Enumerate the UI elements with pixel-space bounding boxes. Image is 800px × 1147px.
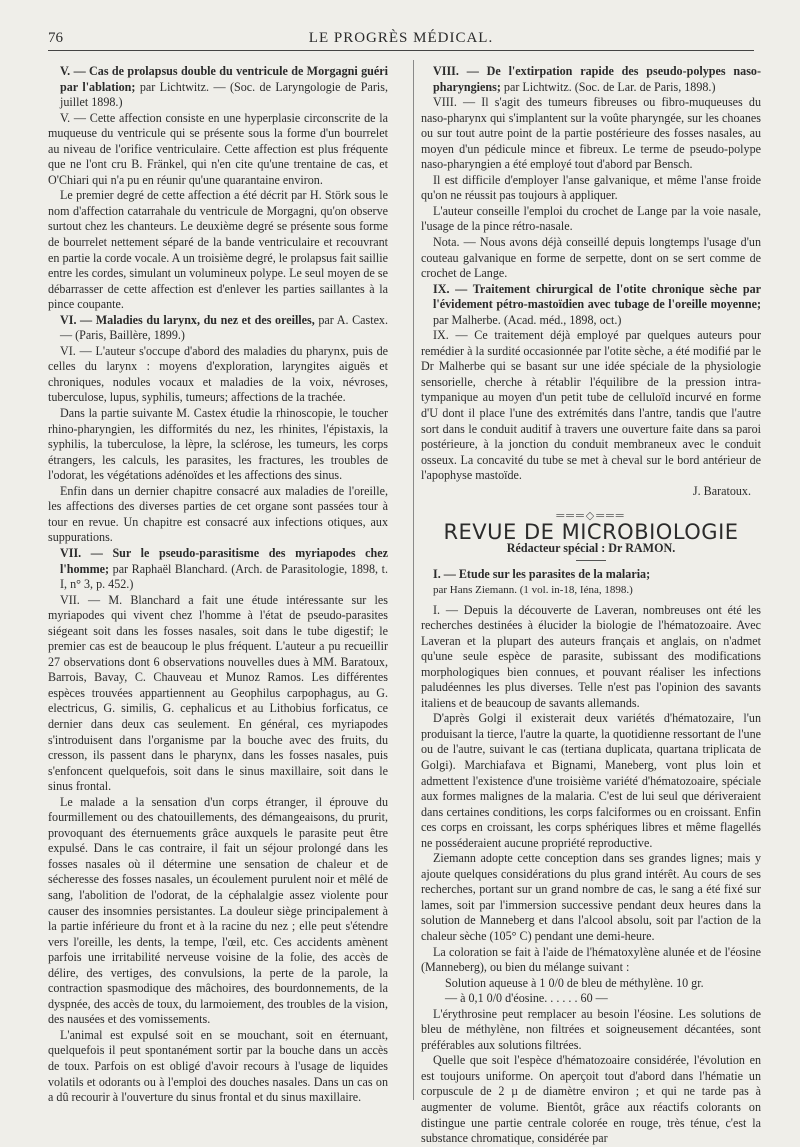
paragraph: VIII. — Il s'agit des tumeurs fibreuses ou fibro-muqueuses du naso-pharynx qui s'implantent sur la voûte pharyngée, sur les choanes ou sur tout autre point de la partie postérieure des fosses nasales, au moyen d'un pédicule mince et fibreux. Le terme de pseudo-polype naso-pharyngien a été employé tout d'abord par Bensch. <box>421 95 761 172</box>
paragraph: L'érythrosine peut remplacer au besoin l'éosine. Les solutions de bleu de méthylène, non filtrées et soigneusement décantées, sont préférables aux solutions filtrées. <box>421 1006 761 1052</box>
revue-heading: REVUE DE MICROBIOLOGIE <box>443 520 739 545</box>
paragraph: V. — Cette affection consiste en une hyperplasie circonscrite de la muqueuse du ventricule qui se présente sous la forme d'un bourrelet au niveau de l'orifice ventriculaire. Cette affection est plus fréquente que ne l'ont cru B. Fränkel, qui n'en cite qu'une trentaine de cas, et O'Chiari qui n'a pu en réunir qu'une quarantaine environ. <box>48 110 388 187</box>
right-column <box>421 64 761 1147</box>
small-rule <box>576 560 606 561</box>
paragraph: Nota. — Nous avons déjà conseillé depuis longtemps l'usage d'un couteau galvanique en forme de serpette, dont on se sert comme de crochet de Lange. <box>421 235 761 281</box>
paragraph: Le premier degré de cette affection a été décrit par H. Störk sous le nom d'affection catarrahale du ventricule de Morgagni, qu'on observe surtout chez les chanteurs. Le deuxième degré se présente sous forme de bourrelet nettement séparé de la bande ventriculaire et recouvrant en partie la corde vocale. A un troisième degré, le prolapsus fait saillie entre les cordes, simulant un volumineux polype. Le seul moyen de se débarrasser de cette affection est d'enlever les parties saillantes à la pince coupante. <box>48 188 388 312</box>
paragraph: I. — Depuis la découverte de Laveran, nombreuses ont été les recherches destinées à élucider la biologie de l'hématozoaire. Avec Laveran et la plupart des auteurs français et anglais, on n'admet qu'une seule espèce de parasite, subissant des modifications morphologiques bien connues, et pouvant réaliser les infections paludéennes les plus diverses. Telle n'est pas l'opinion des savants italiens et de beaucoup de savants allemands. <box>421 602 761 710</box>
formula-line: — à 0,1 0/0 d'éosine. . . . . . 60 — <box>445 991 608 1006</box>
paragraph: Il est difficile d'employer l'anse galvanique, et même l'anse froide qu'on ne réussit pas toujours à appliquer. <box>421 172 761 203</box>
paragraph: Dans la partie suivante M. Castex étudie la rhinoscopie, le toucher rhino-pharyngien, les difformités du nez, les rhinites, l'épistaxis, la syphilis, la tuberculose, la lèpre, la sclérose, les tumeurs, les corps étrangers, les calculs, les parasites, les fractures, les troubles de l'odorat, les végétations adénoïdes et les affections des sinus. <box>48 406 388 483</box>
paragraph: Enfin dans un dernier chapitre consacré aux maladies de l'oreille, les affections des diverses parties de cet organe sont passées tour à tour en revue. Un chapitre est consacré aux infections otiques, aux suppurations. <box>48 483 388 545</box>
paragraph: Ziemann adopte cette conception dans ses grandes lignes; mais y ajoute quelques considérations du plus grand intérêt. Au cours de ses recherches, portant sur un grand nombre de cas, le sang a été fixé sur lames, soit par l'immersion successive pendant deux heures dans la solution de Manneberg et dans l'alcool absolu, soit par l'action de la chaleur sèche (105° C) pendant une demi-heure. <box>421 851 761 943</box>
section-reference: par Hans Ziemann. (1 vol. in-18, Iéna, 1898.) <box>433 583 633 596</box>
paragraph: L'auteur conseille l'emploi du crochet de Lange par la voie nasale, l'usage de la pince rétro-nasale. <box>421 203 761 234</box>
editor-line: Rédacteur spécial : Dr RAMON. <box>506 540 676 555</box>
paragraph: VII. — M. Blanchard a fait une étude intéressante sur les myriapodes qui vivent chez l'homme à l'état de pseudo-parasites siégeant soit dans les fosses nasales, soit dans le tube digestif; le premier cas est de beaucoup le plus fréquent. L'auteur a pu recueillir 27 observations dont 6 observations nouvelles dues à MM. Baratoux, Barrois, Bavay, C. Chauveau et Munoz Ramos. Les différentes espèces trouvées appartiennent au Geophilus carpophagus, au G. electricus, G. similis, G. cephalicus et au Lithobius forficatus, ce dernier dans deux cas seulement. En général, ces myriapodes s'introduisent dans l'organisme par la bouche avec des fruits, du cresson, ils passent dans le pharynx, dans les fosses nasales, puis s'enfoncent quelquefois, soit dans le sinus maxillaire, soit dans le sinus frontal. <box>48 592 388 794</box>
paragraph: VI. — L'auteur s'occupe d'abord des maladies du pharynx, puis de celles du larynx : moyens d'exploration, laryngites aiguës et chroniques, nodules vocaux et maladies de la voix, névroses, tuberculose, lupus, syphilis, tumeurs; affections de la trachée. <box>48 343 388 405</box>
paragraph: La coloration se fait à l'aide de l'hématoxylène alunée et de l'éosine (Manneberg), ou bien du mélange suivant : <box>421 944 761 975</box>
paragraph: Quelle que soit l'espèce d'hématozoaire considérée, l'évolution en est toujours uniforme. On aperçoit tout d'abord dans l'hématie un corpuscule de 2 µ de diamètre environ ; et qui ne tarde pas à augmenter de volume. Bientôt, grâce aux réactifs colorants on distingue une partie centrale colorée en rouge, très ténue, c'est la substance chromatique, considérée par <box>421 1053 761 1146</box>
page-number: 76 <box>48 30 63 46</box>
paragraph: IX. — Ce traitement déjà employé par quelques auteurs pour remédier à la surdité occasionnée par l'otite sèche, a été modifié par le Dr Malherbe qui se basant sur une idée spéciale de la physiologie sensorielle, cherche à rétablir l'équilibre de la pression intra-tympanique au moyen d'un petit tube de celluloïd incurvé en forme d'U dont il place l'une des extrémités dans l'antre, tandis que l'autre sort dans le conduit auditif à travers une ouverture faite dans sa paroi postérieure, à la jonction du conduit membraneux avec le conduit osseux. La concavité du tube se met à cheval sur le bord antérieur de l'apophyse mastoïde. <box>421 328 761 483</box>
ornament-divider: ═══◇═══ <box>556 510 626 523</box>
section-title: V. — Cas de prolapsus double du ventricule de Morgagni guéri par l'ablation; par Lichtwitz. — (Soc. de Laryngologie de Paris, juillet 1898.) <box>60 64 388 110</box>
section-title: VIII. — De l'extirpation rapide des pseudo-polypes naso-pharyngiens; par Lichtwitz. (Soc. de Lar. de Paris, 1898.) <box>433 64 761 94</box>
section-title: I. — Etude sur les parasites de la malaria; <box>433 567 651 582</box>
section-title: IX. — Traitement chirurgical de l'otite chronique sèche par l'évidement pétro-mastoïdien avec tubage de l'oreille moyenne; par Malherbe. (Acad. méd., 1898, oct.) <box>433 281 761 327</box>
formula-line: Solution aqueuse à 1 0/0 de bleu de méthylène. 10 gr. <box>445 975 704 990</box>
running-header <box>48 30 754 50</box>
journal-title: LE PROGRÈS MÉDICAL. <box>308 30 494 46</box>
column-separator <box>413 60 414 1100</box>
section-title: VII. — Sur le pseudo-parasitisme des myriapodes chez l'homme; par Raphaël Blanchard. (Arch. de Parasitologie, 1898, t. I, n° 3, p. 452.) <box>60 545 388 592</box>
left-column <box>48 64 388 1106</box>
paragraph: L'animal est expulsé soit en se mouchant, soit en éternuant, quelquefois il peut spontanément sortir par la bouche dans un accès de toux. Parfois on est obligé d'avoir recours à l'usage de liquides volatils et odorants ou à l'emploi des douches nasales. Dans un cas on a dû recourir à l'ouverture du sinus frontal et du sinus maxillaire. <box>48 1027 388 1105</box>
author-signature: J. Baratoux. <box>692 483 751 498</box>
header-rule <box>48 50 754 51</box>
paragraph: D'après Golgi il existerait deux variétés d'hématozaire, l'un produisant la tierce, l'autre la quarte, la quotidienne ressortant de l'une ou de l'autre, suivant le cas (tertiana duplicata, quartana triplicata de Golgi). Marchiafava et Bignami, Maneberg, vont plus loin et admettent l'existence d'une troisième variété d'hématozoaire, spéciale aux formes malignes de la malaria. C'est de lui seul que dériveraient dans certaines conditions, les corps falciformes ou en croissant. Enfin ces corps en croissant, les corps sphériques libres et même flagellés ne posséderaient aucune propriété reproductive. <box>421 711 761 850</box>
paragraph: Le malade a la sensation d'un corps étranger, il éprouve du fourmillement ou des chatouillements, des démangeaisons, du prurit, provoquant des éternuements grâce auxquels le parasite peut être expulsé. Dans le cas contraire, il fait un séjour prolongé dans les fosses nasales où il détermine une sensation de chaleur et de sécheresse des fosses nasales, un écoulement purulent noir et mêlé de sang, l'abolition de l'odorat, de la céphalalgie assez violente pour causer des insomnies persistantes. La douleur siège principalement à la partie inférieure du front et à la racine du nez ; elle peut s'étendre vers l'oreille, les dents, la tempe, l'œil, etc. Ces accidents amènent parfois une irritabilité nerveuse voisine de la folie, des accès de délire, des vertiges, des convulsions, la perte de la parole, la contraction spasmodique des mâchoires, des bourdonnements, de la dyspnée, des accès de toux, du larmoiement, des troubles de la vision, des nausées et des vomissements. <box>48 794 388 1027</box>
section-title: VI. — Maladies du larynx, du nez et des oreilles, par A. Castex. — (Paris, Baillère, 1899.) <box>60 312 389 343</box>
